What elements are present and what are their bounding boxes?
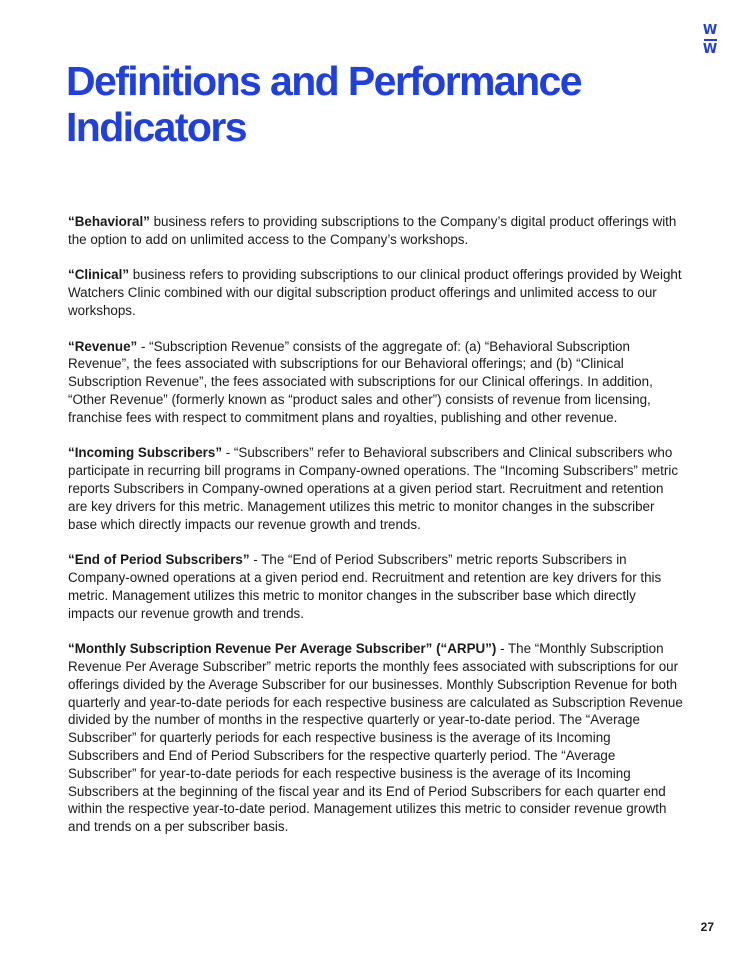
- page-number: 27: [700, 920, 714, 934]
- definition-text: - “Subscription Revenue” consists of the aggregate of: (a) “Behavioral Subscription Revenue”, the fees associated with subscriptions for our Behavioral offerings; and (b) “Clinical Subscription Revenue”, the fees associated with subscriptions for our Clinical offerings. In addition, “Other Revenue” (formerly known as “product sales and other”) consists of revenue from licensing, franchise fees with respect to commitment plans and royalties, publishing and other revenue.: [68, 338, 653, 425]
- definition-term: “Revenue”: [68, 338, 138, 354]
- definition-text: - “Subscribers” refer to Behavioral subscribers and Clinical subscribers who participate in recurring bill programs in Company-owned operations. The “Incoming Subscribers” metric reports Subscribers in Company-owned operations at a given period start. Recruitment and retention are key drivers for this metric. Management utilizes this metric to monitor changes in the subscriber base which directly impacts our revenue growth and trends.: [68, 445, 679, 532]
- definition-term: “End of Period Subscribers”: [68, 552, 250, 568]
- logo-letter-top: W: [702, 23, 718, 38]
- definition-text: business refers to providing subscriptions to the Company’s digital product offerings with the option to add on unlimited access to the Company’s workshops.: [68, 214, 677, 247]
- definition-end-of-period-subscribers: [68, 551, 684, 622]
- definition-term: “Clinical”: [68, 267, 130, 283]
- definition-behavioral: [68, 213, 684, 249]
- logo-letter-bottom: W: [702, 42, 718, 57]
- definition-arpu: [68, 640, 684, 836]
- definition-term: “Monthly Subscription Revenue Per Average Subscriber” (“ARPU”): [68, 641, 497, 657]
- definitions-body: [68, 213, 684, 854]
- ww-logo: [702, 24, 718, 57]
- definition-text: business refers to providing subscriptions to our clinical product offerings provided by Weight Watchers Clinic combined with our digital subscription product offerings and unlimited access to our workshops.: [68, 267, 682, 318]
- definition-revenue: [68, 338, 684, 427]
- definition-term: “Behavioral”: [68, 214, 150, 229]
- definition-incoming-subscribers: [68, 444, 684, 533]
- logo-divider: [704, 39, 717, 41]
- definition-text: - The “End of Period Subscribers” metric reports Subscribers in Company-owned operations at a given period end. Recruitment and retention are key drivers for this metric. Management utilizes this metric to monitor changes in the subscriber base which directly impacts our revenue growth and trends.: [68, 552, 662, 621]
- definition-text: - The “Monthly Subscription Revenue Per Average Subscriber” metric reports the monthly fees associated with subscriptions for our offerings divided by the Average Subscriber for our businesses. Monthly Subscription Revenue for both quarterly and year-to-date periods for each respective business are calculated as Subscription Revenue divided by the number of months in the respective quarterly or year-to-date period. The “Average Subscriber” for quarterly periods for each respective business is the average of its Incoming Subscribers and End of Period Subscribers for the respective quarterly period. The “Average Subscriber” for year-to-date periods for each respective business is the average of its Incoming Subscribers at the beginning of the fiscal year and its End of Period Subscribers for each quarter end within the respective year-to-date period. Management utilizes this metric to consider revenue growth and trends on a per subscriber basis.: [68, 641, 683, 835]
- definition-term: “Incoming Subscribers”: [68, 445, 223, 461]
- definition-clinical: [68, 266, 684, 319]
- page-title: Definitions and Performance Indicators: [66, 58, 581, 150]
